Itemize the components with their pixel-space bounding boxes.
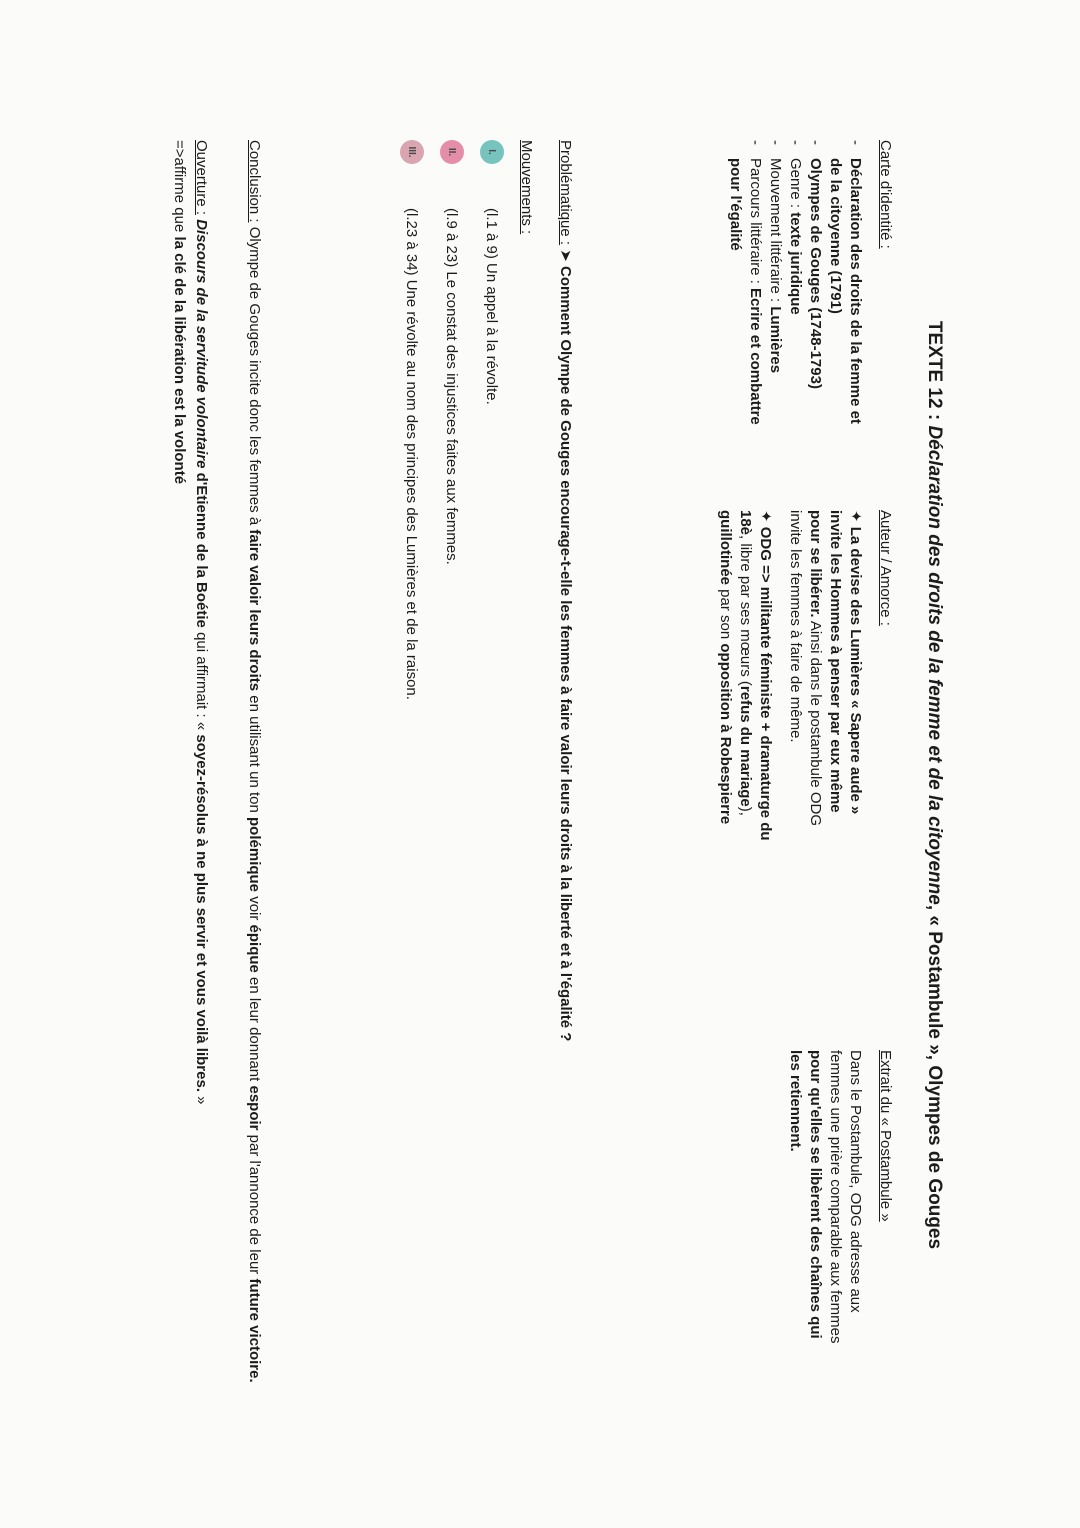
extrait-paragraph: Dans le Postambule, ODG adresse aux femmes une prière comparable aux femmes pour qu'elles se libèrent des chaînes qui les retiennent. [787, 1050, 864, 1344]
mouvements-heading: Mouvements : [518, 140, 535, 235]
auteur-heading: Auteur / Amorce : [877, 510, 894, 626]
problematique-label: Problématique : [557, 140, 574, 246]
carte-item: - Parcours littéraire : Ecrire et combattre pour l'égalité [725, 140, 765, 425]
mouvement-item: III. (l.23 à 34) Une révolte au nom des principes des Lumières et de la raison. [399, 140, 425, 700]
auteur-amorce-section [715, 510, 895, 850]
carte-identite-section [725, 140, 895, 425]
conclusion-label: Conclusion : [246, 140, 263, 223]
mouvement-badge: II. [440, 140, 464, 164]
mouvement-item: II. (l.9 à 23) Le constat des injustices faites aux femmes. [439, 140, 465, 565]
ouverture-label: Ouverture : [193, 140, 210, 216]
ouverture: Ouverture : Discours de la servitude volontaire d'Etienne de la Boétie qui affirmait : « soyez-résolus à ne plus servir et vous voilà libres. » =>affirme que la clé de la libération est la volonté [168, 140, 212, 1390]
ouverture-line-2: =>affirme que la clé de la libération est la volonté [171, 140, 188, 485]
mouvement-badge: III. [400, 140, 424, 164]
carte-item: - Olympes de Gouges (1748-1793) [805, 140, 825, 425]
mouvement-item: I. (l.1 à 9) Un appel à la révolte. [479, 140, 505, 405]
conclusion: Conclusion : Olympe de Gouges incite donc les femmes à faire valoir leurs droits en utilisant un ton polémique voir épique en leur donnant espoir par l'annonce de leur future victoire. [246, 140, 263, 1383]
carte-item: - Mouvement littéraire : Lumières [765, 140, 785, 425]
extrait-heading: Extrait du « Postambule » [877, 1050, 894, 1222]
carte-heading: Carte d'identité : [877, 140, 894, 249]
mouvement-badge: I. [480, 140, 504, 164]
auteur-paragraph-1: ✦ La devise des Lumières « Sapere aude » invite les Hommes à penser par eux même pour se libérer. Ainsi dans le postambule ODG invite les femmes à faire de même. [787, 510, 864, 826]
mouvements-list [385, 140, 505, 1040]
arrow-icon: ➤ [557, 249, 574, 262]
extrait-section [785, 1050, 895, 1350]
page-title: TEXTE 12 : Déclaration des droits de la femme et de la citoyenne, « Postambule », Olympes de Gouges [924, 320, 945, 1250]
carte-item: - Déclaration des droits de la femme et de la citoyenne (1791) [825, 140, 865, 425]
carte-list [725, 140, 865, 425]
auteur-paragraph-2: ✦ ODG => militante féministe + dramaturge du 18è, libre par ses mœurs (refus du mariage), guillotinée par son opposition à Robespierre [717, 510, 774, 841]
mouvements-section [518, 140, 535, 1040]
carte-item: - Genre : texte juridique [785, 140, 805, 425]
problematique [555, 140, 575, 1400]
problematique-text: Comment Olympe de Gouges encourage-t-elle les femmes à faire valoir leurs droits à la liberté et à l'égalité ? [557, 265, 574, 1042]
